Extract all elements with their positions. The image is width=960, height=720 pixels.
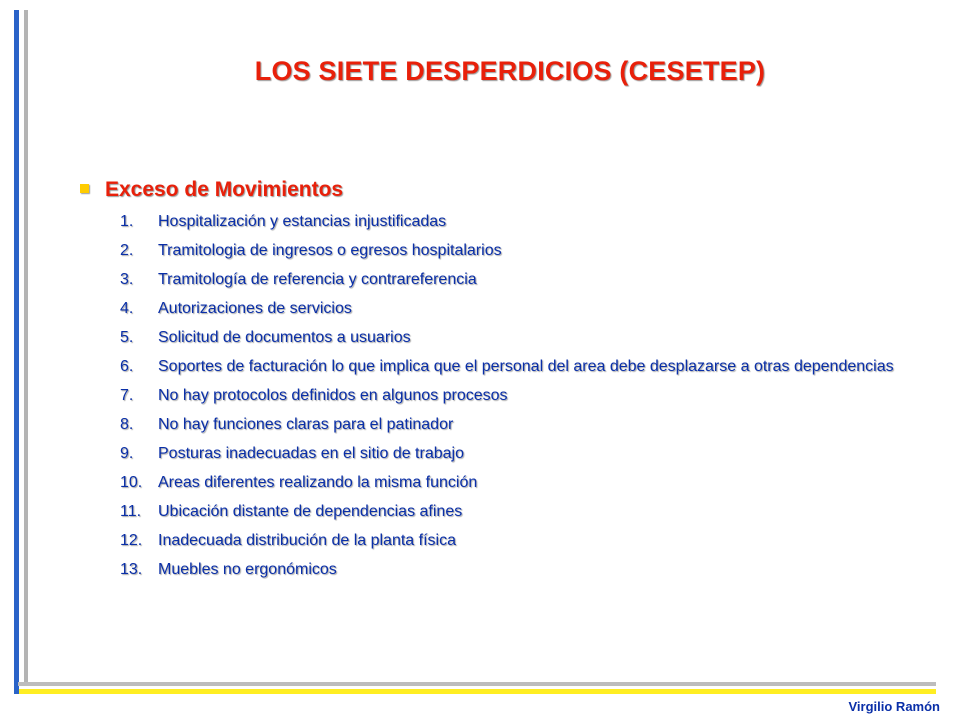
list-item: [120, 444, 950, 463]
list-item: [120, 560, 950, 579]
left-gray-bar: [24, 10, 28, 686]
list-item-number: 10.: [120, 474, 143, 491]
list-item-number: 9.: [120, 445, 134, 462]
list-item-text: Autorizaciones de servicios: [158, 300, 352, 317]
list-item-text: Inadecuada distribución de la planta física: [158, 532, 456, 549]
list-item: [120, 328, 950, 347]
bottom-yellow-line: [18, 689, 936, 694]
list-item: [120, 357, 950, 376]
square-bullet-icon: [80, 184, 89, 193]
list-item: [120, 212, 950, 231]
list-item-text: Posturas inadecuadas en el sitio de trabajo: [158, 445, 464, 462]
list-item: [120, 270, 950, 289]
list-item-number: 2.: [120, 242, 134, 259]
list-item-text: Ubicación distante de dependencias afines: [158, 503, 463, 520]
list-item-number: 7.: [120, 387, 134, 404]
section-heading-text: Exceso de Movimientos: [105, 178, 344, 201]
bottom-gray-line: [18, 682, 936, 686]
list-item-text: Solicitud de documentos a usuarios: [158, 329, 411, 346]
list-item-number: 3.: [120, 271, 134, 288]
list-item: [120, 241, 950, 260]
list-item-text: Hospitalización y estancias injustificadas: [158, 213, 447, 230]
list-item-number: 1.: [120, 213, 134, 230]
list-item-text: Tramitologia de ingresos o egresos hospitalarios: [158, 242, 502, 259]
left-accent-bar: [14, 10, 19, 694]
corner-accent: [14, 689, 19, 694]
list-item-number: 12.: [120, 532, 143, 549]
list-item-number: 11.: [120, 503, 142, 520]
numbered-list: [120, 212, 950, 589]
list-item-number: 4.: [120, 300, 134, 317]
list-item-text: Tramitología de referencia y contrareferencia: [158, 271, 477, 288]
list-item-number: 8.: [120, 416, 134, 433]
list-item-text: Areas diferentes realizando la misma función: [158, 474, 478, 491]
list-item-number: 5.: [120, 329, 134, 346]
list-item-text: No hay protocolos definidos en algunos procesos: [158, 387, 508, 404]
list-item: [120, 531, 950, 550]
section-heading: [80, 178, 343, 202]
list-item: [120, 473, 950, 492]
list-item: [120, 415, 950, 434]
list-item-text: Soportes de facturación lo que implica que el personal del area debe desplazarse a otras dependencias: [158, 358, 894, 375]
list-item-number: 13.: [120, 561, 143, 578]
list-item-text: Muebles no ergonómicos: [158, 561, 337, 578]
slide-title: LOS SIETE DESPERDICIOS (CESETEP): [254, 56, 766, 86]
list-item-number: 6.: [120, 358, 134, 375]
list-item: [120, 386, 950, 405]
list-item-text: No hay funciones claras para el patinador: [158, 416, 454, 433]
list-item: [120, 502, 950, 521]
list-item: [120, 299, 950, 318]
author-footer: Virgilio Ramón: [848, 699, 940, 714]
